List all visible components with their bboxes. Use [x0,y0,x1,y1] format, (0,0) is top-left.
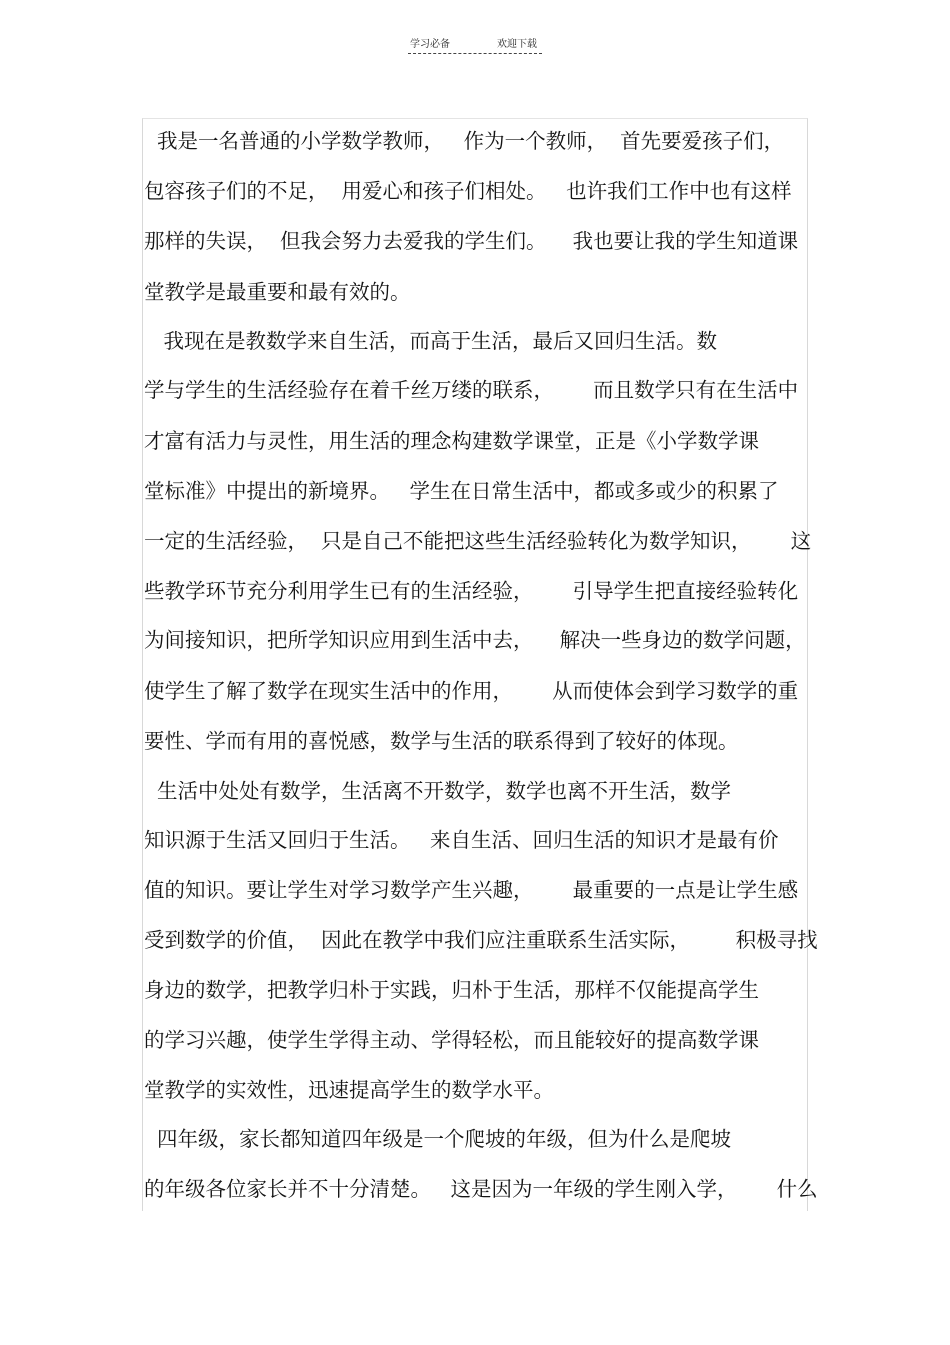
text-line: 我现在是教数学来自生活，而高于生活，最后又回归生活。数 [144,329,718,353]
text-line: 的学习兴趣，使学生学得主动、学得轻松，而且能较好的提高数学课 [144,1028,759,1052]
text-line: 才富有活力与灵性，用生活的理念构建数学课堂，正是《小学数学课 [144,429,759,453]
text-line: 值的知识。要让学生对学习数学产生兴趣， 最重要的一点是让学生感 [144,878,799,902]
text-line: 受到数学的价值， 因此在教学中我们应注重联系生活实际， 积极寻找 [144,928,818,952]
text-line: 四年级，家长都知道四年级是一个爬坡的年级，但为什么是爬坡 [144,1127,732,1151]
text-line: 要性、学而有用的喜悦感，数学与生活的联系得到了较好的体现。 [144,729,739,753]
text-line: 堂教学是最重要和最有效的。 [144,280,411,304]
text-line: 身边的数学，把教学归朴于实践，归朴于生活，那样不仅能提高学生 [144,978,759,1002]
text-line: 一定的生活经验， 只是自己不能把这些生活经验转化为数学知识， 这 [144,529,812,553]
text-line: 知识源于生活又回归于生活。 来自生活、回归生活的知识才是最有价 [144,828,779,852]
text-line: 些教学环节充分利用学生已有的生活经验， 引导学生把直接经验转化 [144,579,799,603]
text-line: 那样的失误， 但我会努力去爱我的学生们。 我也要让我的学生知道课 [144,229,799,253]
text-line: 为间接知识，把所学知识应用到生活中去， 解决一些身边的数学问题， [144,628,806,652]
text-line: 生活中处处有数学，生活离不开数学，数学也离不开生活，数学 [144,779,732,803]
text-line: 包容孩子们的不足， 用爱心和孩子们相处。 也许我们工作中也有这样 [144,179,792,203]
text-line: 堂教学的实效性，迅速提高学生的数学水平。 [144,1078,554,1102]
text-line: 的年级各位家长并不十分清楚。 这是因为一年级的学生刚入学， 什么 [144,1177,818,1201]
text-line: 使学生了解了数学在现实生活中的作用， 从而使体会到学习数学的重 [144,679,799,703]
header-dashed-rule [408,53,542,54]
text-line: 堂标准》中提出的新境界。 学生在日常生活中，都或多或少的积累了 [144,479,779,503]
text-line: 学与学生的生活经验存在着千丝万缕的联系， 而且数学只有在生活中 [144,378,799,402]
header-right-text: 欢迎下载 [497,39,537,50]
text-line: 我是一名普通的小学数学教师， 作为一个教师， 首先要爱孩子们， [144,129,785,153]
page-header [0,38,950,58]
header-left-text: 学习必备 [410,39,450,50]
